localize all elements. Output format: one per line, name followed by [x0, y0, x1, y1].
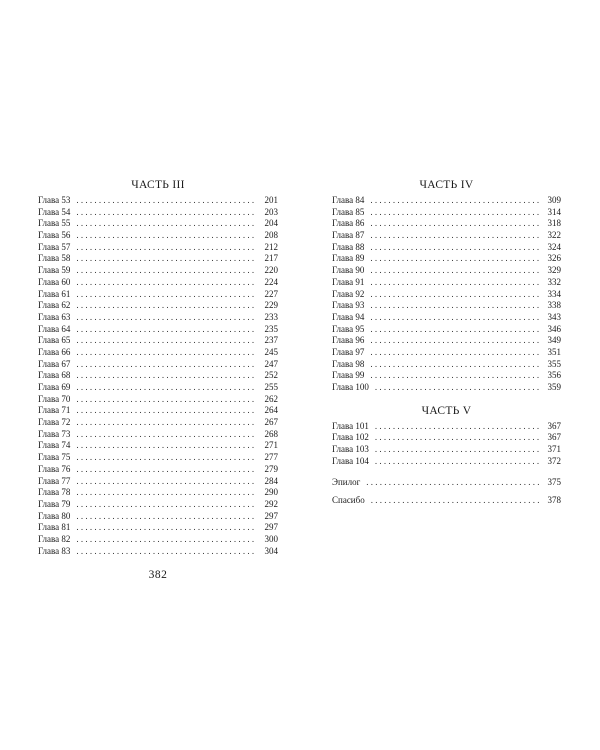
entry-label: Глава 98	[332, 358, 365, 369]
entry-page: 235	[264, 323, 278, 334]
toc-left-page	[38, 178, 278, 557]
toc-entry	[38, 265, 278, 277]
dot-leader	[76, 452, 256, 464]
entry-page: 224	[264, 276, 278, 287]
dot-leader	[370, 218, 539, 230]
dot-leader	[375, 421, 539, 433]
entry-label: Глава 64	[38, 323, 71, 334]
toc-entry	[332, 370, 561, 382]
dot-leader	[76, 230, 256, 242]
toc-entry	[38, 522, 278, 534]
entry-page: 351	[547, 346, 561, 357]
entry-label: Глава 91	[332, 276, 365, 287]
entry-label: Глава 56	[38, 230, 71, 241]
entry-page: 277	[264, 452, 278, 463]
toc-entry	[38, 242, 278, 254]
dot-leader	[76, 464, 256, 476]
entry-label: Глава 93	[332, 300, 365, 311]
entry-page: 300	[264, 533, 278, 544]
entry-label: Глава 66	[38, 346, 71, 357]
entry-page: 255	[264, 382, 278, 392]
entry-page: 245	[264, 346, 278, 357]
entry-label: Глава 83	[38, 545, 71, 556]
entry-label: Глава 90	[332, 265, 365, 276]
toc-entry	[332, 347, 561, 359]
dot-leader	[76, 394, 256, 406]
entry-page: 314	[547, 206, 561, 217]
toc-entry	[38, 300, 278, 312]
toc-entry	[38, 394, 278, 406]
entry-page: 271	[264, 440, 278, 451]
toc-entry	[332, 432, 561, 444]
toc-entry	[332, 207, 561, 219]
dot-leader	[76, 324, 256, 336]
entry-label: Глава 87	[332, 230, 365, 241]
entry-page: 375	[547, 477, 561, 488]
dot-leader	[371, 495, 539, 507]
entry-label: Глава 102	[332, 432, 369, 443]
entry-label: Глава 78	[38, 487, 71, 498]
entry-label: Глава 75	[38, 452, 71, 463]
toc-entry	[38, 347, 278, 359]
entry-label: Глава 65	[38, 335, 71, 346]
entry-page: 318	[547, 218, 561, 229]
entry-label: Глава 55	[38, 218, 71, 229]
entry-label: Глава 89	[332, 253, 365, 264]
dot-leader	[76, 195, 256, 207]
entry-label: Глава 57	[38, 241, 71, 252]
entry-label: Глава 70	[38, 393, 71, 404]
entry-label: Глава 74	[38, 440, 71, 451]
entry-page: 229	[264, 300, 278, 311]
entry-page: 279	[264, 463, 278, 474]
entry-page: 217	[264, 253, 278, 264]
dot-leader	[375, 456, 539, 468]
toc-entry	[38, 429, 278, 441]
toc-entry	[38, 312, 278, 324]
dot-leader	[76, 300, 256, 312]
dot-leader	[76, 440, 256, 452]
part-3-title: ЧАСТЬ III	[131, 179, 185, 191]
entry-label: Глава 95	[332, 323, 365, 334]
dot-leader	[76, 289, 256, 301]
dot-leader	[76, 335, 256, 347]
toc-entry	[38, 534, 278, 546]
toc-entry	[38, 277, 278, 289]
dot-leader	[375, 382, 539, 394]
entry-label: Глава 84	[332, 195, 365, 205]
toc-entry	[38, 195, 278, 207]
dot-leader	[76, 218, 256, 230]
entry-page: 324	[547, 241, 561, 252]
toc-entry	[38, 440, 278, 452]
dot-leader	[76, 511, 256, 523]
entry-label: Глава 71	[38, 405, 71, 416]
entry-page: 322	[547, 230, 561, 241]
dot-leader	[76, 312, 256, 324]
entry-page: 355	[547, 358, 561, 369]
entry-page: 252	[264, 370, 278, 381]
dot-leader	[370, 195, 539, 207]
part-4-title: ЧАСТЬ IV	[419, 179, 474, 191]
entry-page: 297	[264, 510, 278, 521]
dot-leader	[370, 370, 539, 382]
entry-label: Глава 99	[332, 370, 365, 381]
dot-leader	[370, 324, 539, 336]
entry-page: 204	[264, 218, 278, 229]
entry-label: Глава 63	[38, 311, 71, 322]
toc-entry	[332, 312, 561, 324]
dot-leader	[370, 242, 539, 254]
entry-page: 292	[264, 498, 278, 509]
entry-page: 371	[547, 444, 561, 455]
dot-leader	[370, 289, 539, 301]
toc-entry	[38, 218, 278, 230]
dot-leader	[370, 253, 539, 265]
toc-entry	[38, 253, 278, 265]
entry-label: Глава 81	[38, 522, 71, 533]
toc-entry	[332, 253, 561, 265]
entry-label: Спасибо	[332, 495, 365, 506]
dot-leader	[76, 417, 256, 429]
entry-page: 332	[547, 276, 561, 287]
toc-entry	[332, 421, 561, 433]
entry-page: 267	[264, 417, 278, 428]
entry-page: 346	[547, 323, 561, 334]
toc-entry	[332, 300, 561, 312]
dot-leader	[76, 359, 256, 371]
toc-entry	[38, 405, 278, 417]
toc-entry	[38, 289, 278, 301]
dot-leader	[375, 444, 539, 456]
toc-entry	[332, 195, 561, 207]
dot-leader	[76, 546, 256, 558]
entry-page: 349	[547, 335, 561, 346]
dot-leader	[370, 300, 539, 312]
toc-entry	[38, 370, 278, 382]
toc-entry	[332, 242, 561, 254]
toc-entry	[38, 499, 278, 511]
dot-leader	[370, 230, 539, 242]
part-4-entries	[332, 195, 561, 394]
entry-page: 284	[264, 475, 278, 486]
dot-leader	[76, 242, 256, 254]
entry-page: 372	[547, 455, 561, 466]
entry-page: 378	[547, 495, 561, 506]
entry-page: 329	[547, 265, 561, 276]
entry-page: 268	[264, 428, 278, 439]
entry-label: Глава 67	[38, 358, 71, 369]
entry-page: 297	[264, 522, 278, 533]
toc-entry	[332, 230, 561, 242]
toc-entry	[332, 289, 561, 301]
toc-entry	[38, 335, 278, 347]
toc-entry	[332, 456, 561, 468]
dot-leader	[76, 265, 256, 277]
entry-label: Глава 79	[38, 498, 71, 509]
entry-label: Глава 60	[38, 276, 71, 287]
toc-entry	[332, 324, 561, 336]
entry-label: Глава 80	[38, 510, 71, 521]
toc-entry	[38, 546, 278, 558]
dot-leader	[370, 265, 539, 277]
entry-page: 262	[264, 393, 278, 404]
toc-entry	[332, 359, 561, 371]
part-5-title: ЧАСТЬ V	[421, 404, 472, 417]
toc-entry	[332, 382, 561, 394]
entry-label: Глава 77	[38, 475, 71, 486]
entry-label: Глава 68	[38, 370, 71, 381]
entry-page: 367	[547, 432, 561, 443]
entry-page: 290	[264, 487, 278, 498]
toc-entry	[38, 324, 278, 336]
entry-page: 334	[547, 288, 561, 299]
part-5-entries	[332, 421, 561, 468]
dot-leader	[76, 476, 256, 488]
dot-leader	[76, 429, 256, 441]
toc-entry	[332, 265, 561, 277]
dot-leader	[370, 277, 539, 289]
toc-entry	[332, 335, 561, 347]
entry-page: 264	[264, 405, 278, 416]
toc-entry	[38, 487, 278, 499]
entry-label: Эпилог	[332, 477, 361, 488]
toc-entry	[332, 218, 561, 230]
entry-label: Глава 72	[38, 417, 71, 428]
dot-leader	[76, 347, 256, 359]
entry-label: Глава 62	[38, 300, 71, 311]
dot-leader	[76, 370, 256, 382]
toc-entry	[332, 444, 561, 456]
entry-label: Глава 88	[332, 241, 365, 252]
toc-entry	[38, 359, 278, 371]
toc-entry	[38, 417, 278, 429]
toc-entry-thanks	[332, 495, 561, 507]
toc-entry	[38, 511, 278, 523]
entry-label: Глава 101	[332, 420, 369, 431]
entry-page: 304	[264, 545, 278, 556]
entry-label: Глава 94	[332, 311, 365, 322]
entry-page: 343	[547, 311, 561, 322]
page-number: 382	[148, 569, 168, 581]
dot-leader	[76, 405, 256, 417]
dot-leader	[76, 382, 256, 394]
entry-page: 220	[264, 265, 278, 276]
entry-page: 326	[547, 253, 561, 264]
entry-page: 208	[264, 230, 278, 241]
entry-page: 212	[264, 241, 278, 252]
entry-label: Глава 97	[332, 346, 365, 357]
toc-entry	[38, 476, 278, 488]
entry-label: Глава 104	[332, 455, 369, 466]
entry-page: 309	[547, 195, 561, 205]
entry-page: 201	[264, 195, 278, 205]
entry-label: Глава 58	[38, 253, 71, 264]
entry-label: Глава 86	[332, 218, 365, 229]
toc-entry	[38, 382, 278, 394]
entry-label: Глава 96	[332, 335, 365, 346]
entry-label: Глава 69	[38, 382, 71, 392]
toc-entry	[38, 230, 278, 242]
entry-label: Глава 92	[332, 288, 365, 299]
dot-leader	[76, 499, 256, 511]
entry-label: Глава 85	[332, 206, 365, 217]
toc-entry-epilogue	[332, 477, 561, 489]
entry-label: Глава 82	[38, 533, 71, 544]
toc-entry	[38, 452, 278, 464]
entry-label: Глава 103	[332, 444, 369, 455]
dot-leader	[370, 312, 539, 324]
dot-leader	[370, 207, 539, 219]
toc-entry	[38, 207, 278, 219]
entry-page: 338	[547, 300, 561, 311]
entry-page: 203	[264, 206, 278, 217]
entry-label: Глава 61	[38, 288, 71, 299]
entry-label: Глава 54	[38, 206, 71, 217]
toc-entry	[38, 464, 278, 476]
dot-leader	[76, 207, 256, 219]
entry-page: 233	[264, 311, 278, 322]
dot-leader	[375, 432, 539, 444]
dot-leader	[370, 347, 539, 359]
dot-leader	[366, 477, 539, 489]
dot-leader	[370, 359, 539, 371]
entry-label: Глава 53	[38, 195, 71, 205]
dot-leader	[76, 277, 256, 289]
toc-right-page	[332, 178, 561, 507]
entry-page: 359	[547, 382, 561, 392]
entry-label: Глава 59	[38, 265, 71, 276]
dot-leader	[76, 534, 256, 546]
toc-entry	[332, 277, 561, 289]
entry-label: Глава 76	[38, 463, 71, 474]
dot-leader	[76, 522, 256, 534]
dot-leader	[370, 335, 539, 347]
dot-leader	[76, 253, 256, 265]
entry-label: Глава 73	[38, 428, 71, 439]
entry-page: 356	[547, 370, 561, 381]
part-3-entries	[38, 195, 278, 557]
dot-leader	[76, 487, 256, 499]
entry-page: 237	[264, 335, 278, 346]
entry-page: 247	[264, 358, 278, 369]
entry-label: Глава 100	[332, 382, 369, 392]
entry-page: 367	[547, 420, 561, 431]
entry-page: 227	[264, 288, 278, 299]
